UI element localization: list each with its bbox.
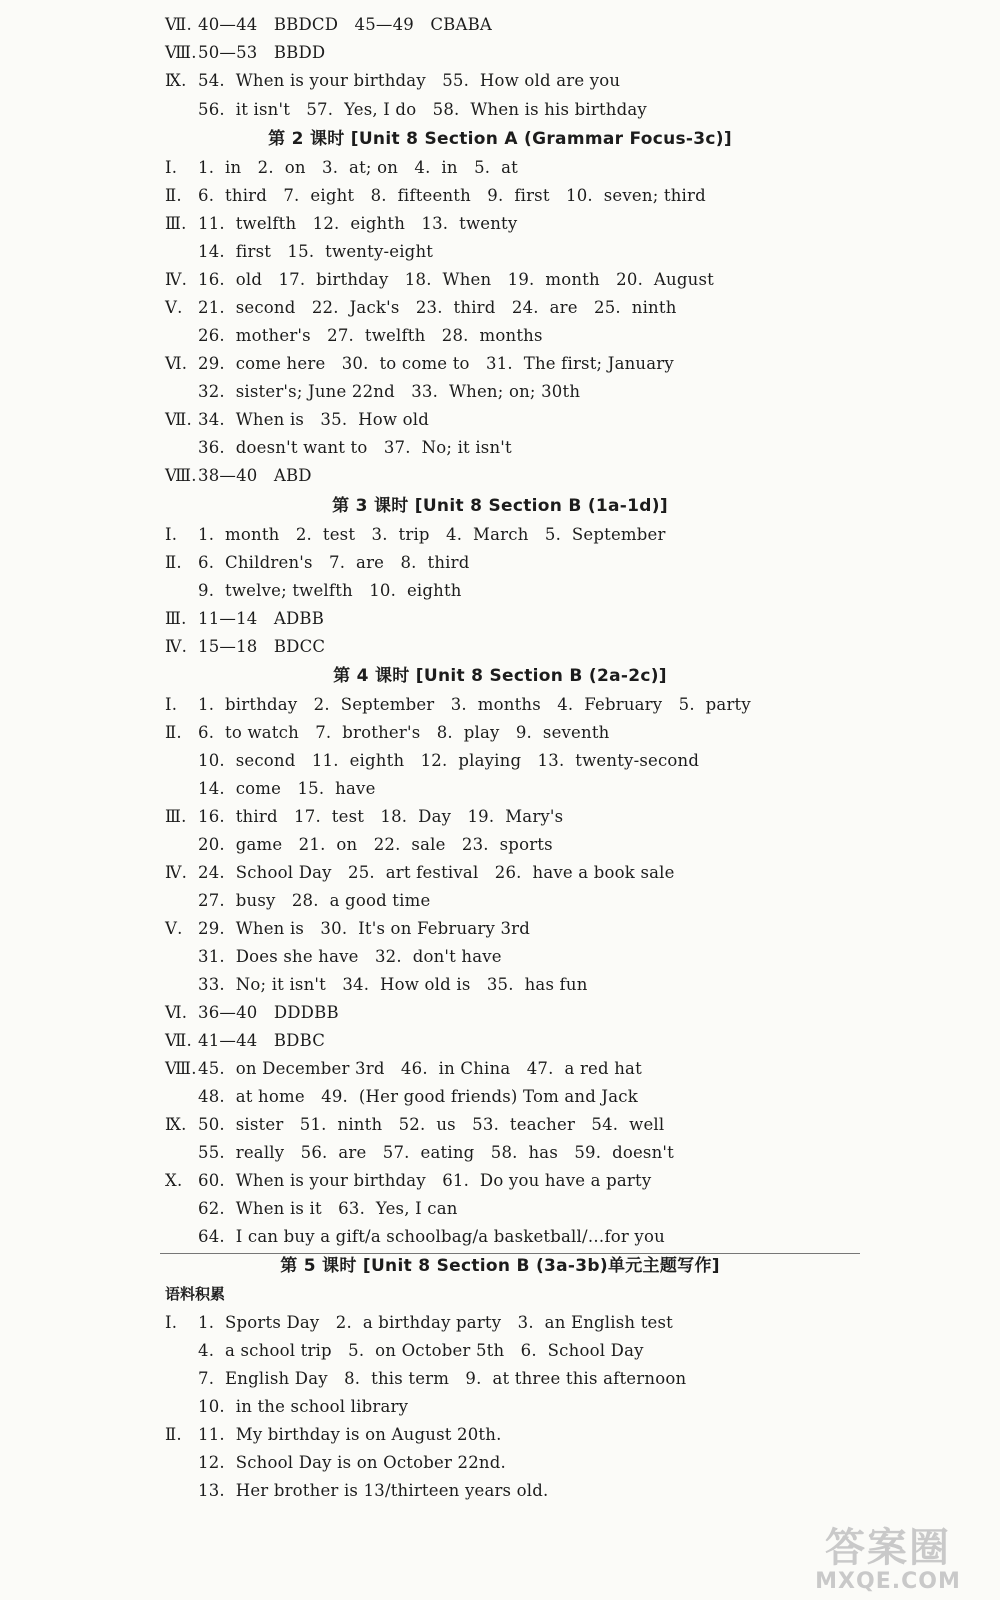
answer-text: 12. School Day is on October 22nd. bbox=[198, 1453, 506, 1472]
answer-line bbox=[165, 719, 610, 747]
roman-numeral: Ⅰ. bbox=[165, 158, 178, 177]
roman-numeral: Ⅹ. bbox=[165, 1171, 183, 1190]
answer-line bbox=[165, 11, 492, 39]
answer-text: 56. it isn't 57. Yes, I do 58. When is his birthday bbox=[198, 100, 647, 119]
watermark-logo bbox=[798, 1526, 978, 1594]
answer-line bbox=[198, 96, 647, 124]
answer-text: 10. second 11. eighth 12. playing 13. twenty-second bbox=[198, 751, 700, 770]
answer-line bbox=[165, 859, 675, 887]
answer-line bbox=[198, 971, 588, 999]
answer-line bbox=[198, 1449, 506, 1477]
roman-numeral: Ⅶ. bbox=[165, 410, 192, 429]
watermark-text-bottom: MXQE.COM bbox=[815, 1569, 961, 1594]
answer-line bbox=[198, 747, 699, 775]
answer-line bbox=[165, 294, 677, 322]
answer-line bbox=[165, 915, 530, 943]
answer-text: 45. on December 3rd 46. in China 47. a red hat bbox=[198, 1059, 642, 1078]
roman-numeral: Ⅶ. bbox=[165, 1031, 192, 1050]
answer-text: 16. old 17. birthday 18. When 19. month 20. August bbox=[198, 270, 714, 289]
roman-numeral: Ⅵ. bbox=[165, 354, 188, 373]
answer-line bbox=[165, 605, 324, 633]
answer-text: 27. busy 28. a good time bbox=[198, 891, 431, 910]
roman-numeral: Ⅳ. bbox=[165, 270, 188, 289]
lesson-heading: 第 4 课时 [Unit 8 Section B (2a-2c)] bbox=[333, 666, 667, 686]
answer-text: 36. doesn't want to 37. No; it isn't bbox=[198, 438, 512, 457]
answer-line bbox=[198, 887, 430, 915]
answer-line bbox=[165, 1167, 651, 1195]
answer-text: 40—44 BBDCD 45—49 CBABA bbox=[198, 15, 493, 34]
answer-line bbox=[198, 378, 580, 406]
answer-line bbox=[198, 1195, 458, 1223]
answer-line bbox=[165, 1111, 664, 1139]
answer-text: 6. Children's 7. are 8. third bbox=[198, 553, 470, 572]
answer-line bbox=[198, 1083, 638, 1111]
roman-numeral: Ⅰ. bbox=[165, 695, 178, 714]
answer-line bbox=[165, 39, 325, 67]
answer-text: 11. My birthday is on August 20th. bbox=[198, 1425, 502, 1444]
answer-line bbox=[165, 182, 706, 210]
answer-line bbox=[198, 322, 543, 350]
answer-line bbox=[198, 238, 433, 266]
answer-line bbox=[165, 999, 339, 1027]
roman-numeral: Ⅰ. bbox=[165, 1313, 178, 1332]
answer-line bbox=[165, 549, 470, 577]
answer-line bbox=[198, 831, 553, 859]
roman-numeral: Ⅱ. bbox=[165, 723, 182, 742]
answer-text: 20. game 21. on 22. sale 23. sports bbox=[198, 835, 553, 854]
answer-line bbox=[165, 266, 714, 294]
answer-text: 4. a school trip 5. on October 5th 6. School Day bbox=[198, 1341, 644, 1360]
answer-text: 34. When is 35. How old bbox=[198, 410, 430, 429]
answer-text: 64. I can buy a gift/a schoolbag/a basketball/…for you bbox=[198, 1227, 665, 1246]
answer-text: 41—44 BDBC bbox=[198, 1031, 326, 1050]
answer-text: 54. When is your birthday 55. How old are you bbox=[198, 71, 621, 90]
answer-line bbox=[165, 462, 312, 490]
watermark-text-top: 答案圈 bbox=[825, 1525, 951, 1571]
answer-text: 14. come 15. have bbox=[198, 779, 376, 798]
answer-line bbox=[198, 775, 376, 803]
roman-numeral: Ⅷ. bbox=[165, 1059, 197, 1078]
answer-line bbox=[165, 633, 325, 661]
answer-line bbox=[198, 1365, 686, 1393]
answer-text: 33. No; it isn't 34. How old is 35. has fun bbox=[198, 975, 588, 994]
answer-text: 50—53 BBDD bbox=[198, 43, 326, 62]
answer-text: 13. Her brother is 13/thirteen years old. bbox=[198, 1481, 549, 1500]
section-subheading: 语料积累 bbox=[165, 1285, 226, 1303]
answer-text: 29. come here 30. to come to 31. The first; January bbox=[198, 354, 674, 373]
answer-text: 1. in 2. on 3. at; on 4. in 5. at bbox=[198, 158, 518, 177]
roman-numeral: Ⅲ. bbox=[165, 807, 187, 826]
answer-line bbox=[198, 1139, 674, 1167]
answer-line bbox=[165, 406, 429, 434]
answer-line bbox=[165, 691, 751, 719]
roman-numeral: Ⅲ. bbox=[165, 214, 187, 233]
answer-text: 48. at home 49. (Her good friends) Tom and Jack bbox=[198, 1087, 638, 1106]
answer-text: 15—18 BDCC bbox=[198, 637, 326, 656]
answer-text: 24. School Day 25. art festival 26. have a book sale bbox=[198, 863, 675, 882]
answer-text: 11. twelfth 12. eighth 13. twenty bbox=[198, 214, 518, 233]
answer-text: 26. mother's 27. twelfth 28. months bbox=[198, 326, 543, 345]
lesson-heading: 第 2 课时 [Unit 8 Section A (Grammar Focus-3c)] bbox=[268, 129, 732, 149]
answer-line bbox=[198, 434, 512, 462]
roman-numeral: Ⅷ. bbox=[165, 466, 197, 485]
answer-line bbox=[165, 350, 674, 378]
roman-numeral: Ⅱ. bbox=[165, 1425, 182, 1444]
roman-numeral: Ⅱ. bbox=[165, 186, 182, 205]
roman-numeral: Ⅰ. bbox=[165, 525, 178, 544]
answer-text: 36—40 DDDBB bbox=[198, 1003, 339, 1022]
answer-text: 29. When is 30. It's on February 3rd bbox=[198, 919, 530, 938]
lesson-heading: 第 3 课时 [Unit 8 Section B (1a-1d)] bbox=[332, 496, 668, 516]
answer-line bbox=[165, 67, 620, 95]
answer-text: 21. second 22. Jack's 23. third 24. are 25. ninth bbox=[198, 298, 677, 317]
roman-numeral: Ⅶ. bbox=[165, 15, 192, 34]
answer-line bbox=[198, 577, 462, 605]
answer-text: 50. sister 51. ninth 52. us 53. teacher 54. well bbox=[198, 1115, 665, 1134]
answer-line bbox=[165, 1421, 502, 1449]
answer-text: 1. birthday 2. September 3. months 4. February 5. party bbox=[198, 695, 751, 714]
roman-numeral: Ⅱ. bbox=[165, 553, 182, 572]
roman-numeral: Ⅸ. bbox=[165, 71, 187, 90]
roman-numeral: Ⅳ. bbox=[165, 863, 188, 882]
answer-line bbox=[165, 803, 563, 831]
answer-text: 38—40 ABD bbox=[198, 466, 312, 485]
answer-line bbox=[198, 1477, 549, 1505]
answer-text: 6. third 7. eight 8. fifteenth 9. first 10. seven; third bbox=[198, 186, 706, 205]
answer-text: 7. English Day 8. this term 9. at three this afternoon bbox=[198, 1369, 687, 1388]
answer-text: 62. When is it 63. Yes, I can bbox=[198, 1199, 458, 1218]
answer-text: 16. third 17. test 18. Day 19. Mary's bbox=[198, 807, 564, 826]
answer-line bbox=[198, 1223, 665, 1251]
answer-text: 14. first 15. twenty-eight bbox=[198, 242, 434, 261]
lesson-heading: 第 5 课时 [Unit 8 Section B (3a-3b)单元主题写作] bbox=[280, 1256, 720, 1276]
roman-numeral: Ⅴ. bbox=[165, 298, 183, 317]
answer-text: 9. twelve; twelfth 10. eighth bbox=[198, 581, 462, 600]
answer-text: 1. month 2. test 3. trip 4. March 5. September bbox=[198, 525, 666, 544]
roman-numeral: Ⅸ. bbox=[165, 1115, 187, 1134]
roman-numeral: Ⅲ. bbox=[165, 609, 187, 628]
answer-line bbox=[198, 1393, 408, 1421]
answer-text: 11—14 ADBB bbox=[198, 609, 325, 628]
roman-numeral: Ⅵ. bbox=[165, 1003, 188, 1022]
roman-numeral: Ⅳ. bbox=[165, 637, 188, 656]
answer-text: 10. in the school library bbox=[198, 1397, 409, 1416]
answer-text: 60. When is your birthday 61. Do you have a party bbox=[198, 1171, 652, 1190]
answer-line bbox=[165, 521, 666, 549]
answer-line bbox=[165, 1055, 642, 1083]
answer-text: 6. to watch 7. brother's 8. play 9. seventh bbox=[198, 723, 610, 742]
answer-line bbox=[198, 943, 502, 971]
answer-line bbox=[165, 210, 517, 238]
answer-text: 1. Sports Day 2. a birthday party 3. an English test bbox=[198, 1313, 673, 1332]
answer-line bbox=[198, 1337, 644, 1365]
roman-numeral: Ⅷ. bbox=[165, 43, 197, 62]
answer-line bbox=[165, 1027, 325, 1055]
roman-numeral: Ⅴ. bbox=[165, 919, 183, 938]
answer-text: 32. sister's; June 22nd 33. When; on; 30th bbox=[198, 382, 581, 401]
answer-text: 31. Does she have 32. don't have bbox=[198, 947, 502, 966]
answer-line bbox=[165, 154, 518, 182]
answer-line bbox=[165, 1309, 673, 1337]
answer-text: 55. really 56. are 57. eating 58. has 59. doesn't bbox=[198, 1143, 674, 1162]
